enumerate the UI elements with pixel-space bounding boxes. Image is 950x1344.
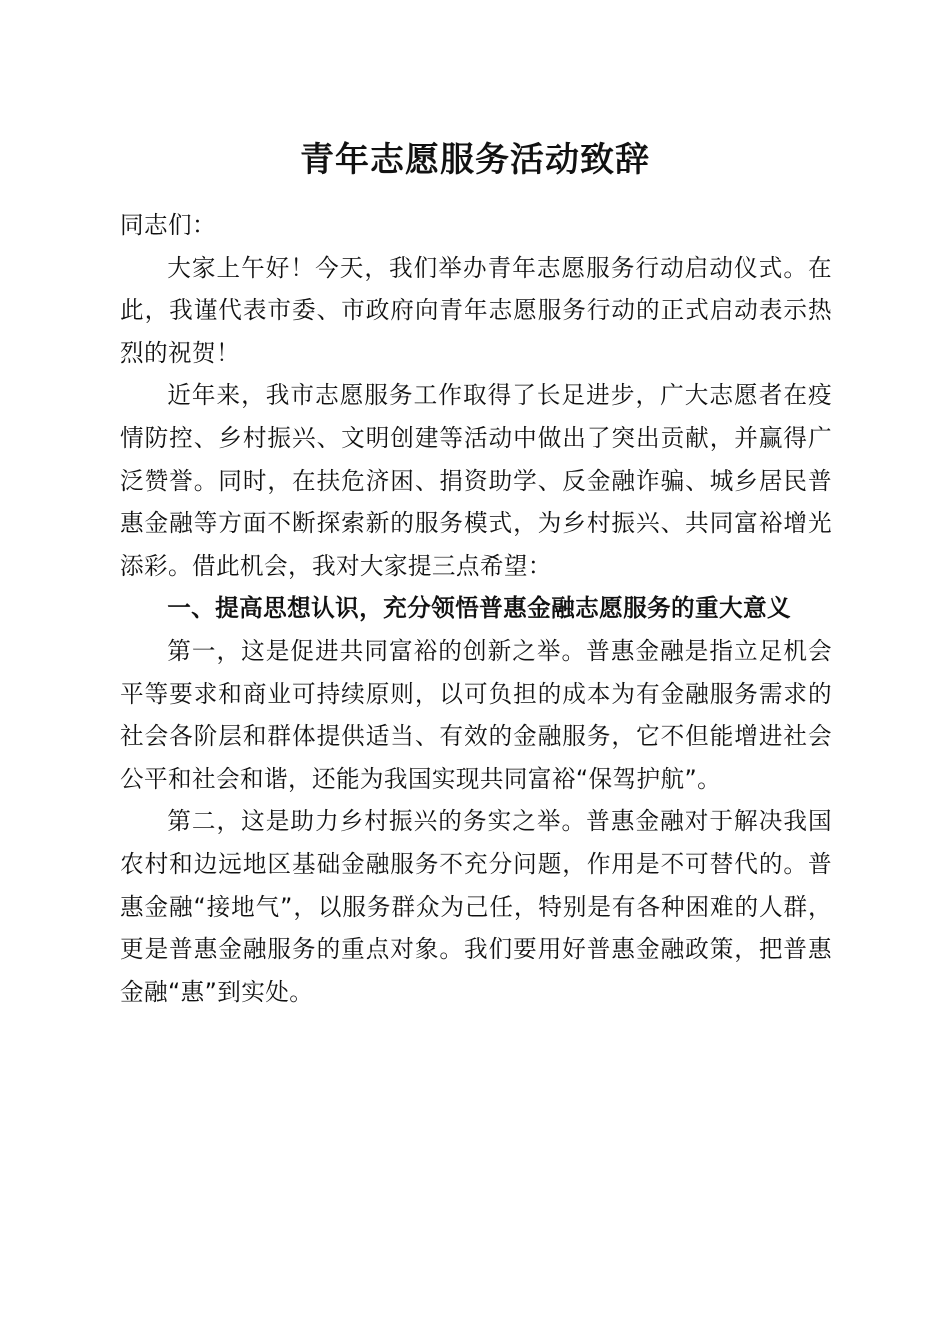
salutation: 同志们： <box>120 211 216 239</box>
paragraph-point-1: 第一，这是促进共同富裕的创新之举。普惠金融是指立足机会平等要求和商业可持续原则，以可负担的成本为有金融服务需求的社会各阶层和群体提供适当、有效的金融服务，它不但能增进社会公平和社会和谐，还能为我国实现共同富裕“保驾护航”。 <box>120 636 832 793</box>
document-title: 青年志愿服务活动致辞 <box>300 140 650 180</box>
section-heading: 一、提高思想认识，充分领悟普惠金融志愿服务的重大意义 <box>167 594 792 623</box>
document-body <box>120 204 832 1013</box>
paragraph-greeting: 大家上午好！今天，我们举办青年志愿服务行动启动仪式。在此，我谨代表市委、市政府向青年志愿服务行动的正式启动表示热烈的祝贺！ <box>120 253 832 367</box>
paragraph-achievements: 近年来，我市志愿服务工作取得了长足进步，广大志愿者在疫情防控、乡村振兴、文明创建等活动中做出了突出贡献，并赢得广泛赞誉。同时，在扶危济困、捐资助学、反金融诈骗、城乡居民普惠金融等方面不断探索新的服务模式，为乡村振兴、共同富裕增光添彩。借此机会，我对大家提三点希望： <box>120 381 832 580</box>
paragraph-point-2: 第二，这是助力乡村振兴的务实之举。普惠金融对于解决我国农村和边远地区基础金融服务不充分问题，作用是不可替代的。普惠金融“接地气”，以服务群众为己任，特别是有各种困难的人群，更是普惠金融服务的重点对象。我们要用好普惠金融政策，把普惠金融“惠”到实处。 <box>120 807 832 1006</box>
